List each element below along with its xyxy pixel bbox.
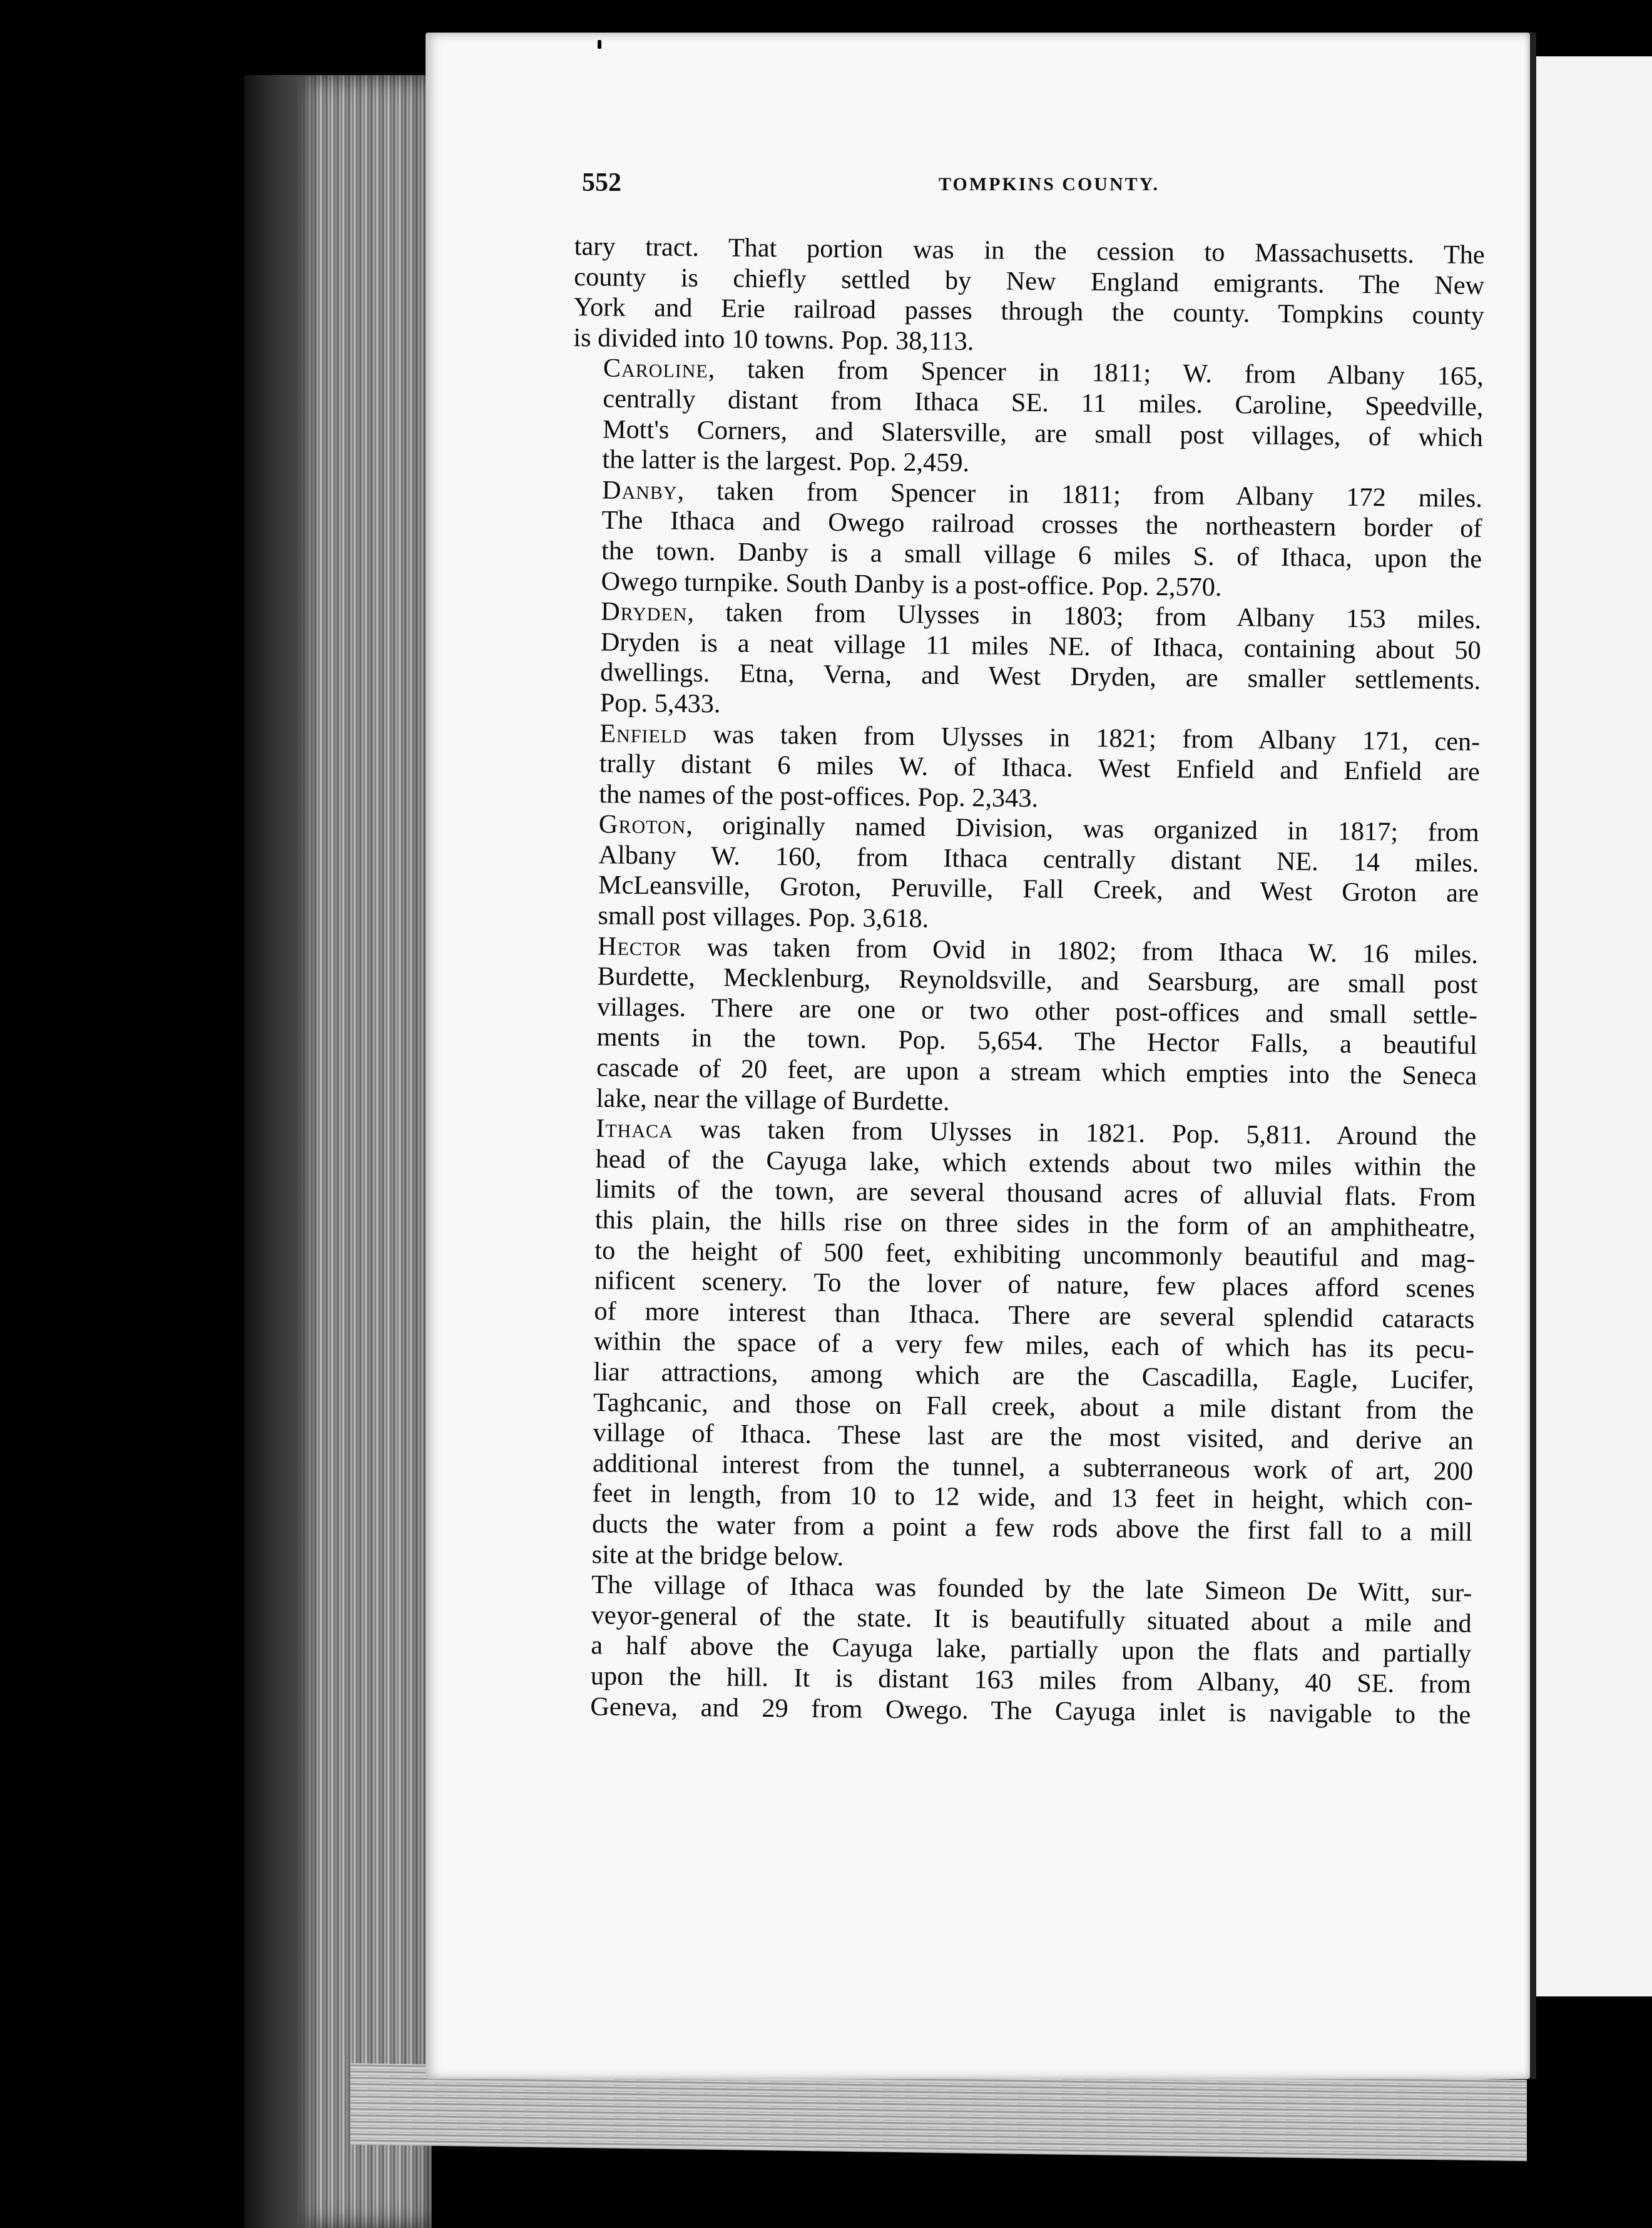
line-text: limits of the town, are several thousand acres of alluvial flats. From: [595, 1174, 1476, 1213]
line-text: Pop. 5,433.: [599, 688, 721, 719]
line-text: Mott's Corners, and Slatersville, are small post villages, of which: [602, 414, 1484, 452]
line-text: feet in length, from 10 to 12 wide, and 13 feet in height, which con-: [592, 1478, 1473, 1517]
line-text: McLeansville, Groton, Peruville, Fall Creek, and West Groton are: [598, 870, 1479, 909]
line-text: The Ithaca and Owego railroad crosses the northeastern border of: [601, 505, 1482, 544]
line-text: York and Erie railroad passes through the county. Tompkins county: [573, 292, 1484, 331]
line-text: , originally named Division, was organized in 1817; from: [686, 810, 1480, 848]
line-text: head of the Cayuga lake, which extends about two miles within the: [595, 1144, 1476, 1182]
paragraph: [572, 353, 1484, 483]
line-text: liar attractions, among which are the Cascadilla, Eagle, Lucifer,: [593, 1357, 1474, 1395]
line-text: to the height of 500 feet, exhibiting uncommonly beautiful and mag-: [594, 1235, 1476, 1274]
town-name: Hector: [597, 931, 682, 962]
line-text: , taken from Spencer in 1811; W. from Albany 165,: [708, 354, 1484, 392]
line-text: Burdette, Mecklenburg, Reynoldsville, and Searsburg, are small post: [597, 961, 1478, 1000]
book-spine-shadow: [244, 75, 319, 2228]
line-text: village of Ithaca. These last are the most visited, and derive an: [593, 1418, 1474, 1456]
line-text: within the space of a very few miles, each of which has its pecu-: [593, 1326, 1475, 1365]
line-text: a half above the Cayuga lake, partially upon the flats and partially: [591, 1630, 1472, 1669]
line-text: The village of Ithaca was founded by the late Simeon De Witt, sur-: [591, 1570, 1472, 1608]
paragraph: [561, 1113, 1476, 1578]
line-text: Albany W. 160, from Ithaca centrally distant NE. 14 miles.: [598, 840, 1479, 878]
line-text: centrally distant from Ithaca SE. 11 miles. Caroline, Speedville,: [603, 384, 1484, 422]
town-name: Caroline: [603, 353, 708, 384]
line-text: Geneva, and 29 from Owego. The Cayuga inlet is navigable to the: [590, 1691, 1471, 1730]
line-text: of more interest than Ithaca. There are several splendid cataracts: [594, 1296, 1475, 1334]
paragraph: [569, 718, 1480, 818]
town-name: Ithaca: [596, 1113, 673, 1144]
line-text: was taken from Ulysses in 1821. Pop. 5,811. Around the: [673, 1114, 1477, 1152]
line-text: site at the bridge below.: [591, 1539, 844, 1571]
scan-speck: [598, 40, 601, 49]
line-text: the names of the post-offices. Pop. 2,343.: [599, 779, 1039, 813]
line-text: the latter is the largest. Pop. 2,459.: [602, 444, 970, 478]
paragraph: [560, 1570, 1472, 1730]
town-name: Danby: [601, 475, 678, 506]
line-text: this plain, the hills rise on three sides in the form of an amphitheatre,: [594, 1205, 1476, 1243]
line-text: small post villages. Pop. 3,618.: [598, 901, 929, 934]
line-text: dwellings. Etna, Verna, and West Dryden, are smaller settlements.: [600, 657, 1481, 696]
line-text: Owego turnpike. South Danby is a post-office. Pop. 2,570.: [601, 566, 1222, 602]
line-text: is divided into 10 towns. Pop. 38,113.: [573, 322, 974, 356]
line-text: Taghcanic, and those on Fall creek, about a mile distant from the: [593, 1387, 1474, 1426]
line-text: ments in the town. Pop. 5,654. The Hector Falls, a beautiful: [596, 1022, 1477, 1061]
line-text: cascade of 20 feet, are upon a stream which empties into the Seneca: [596, 1053, 1477, 1091]
line-text: , taken from Ulysses in 1803; from Albany 153 miles.: [687, 597, 1482, 635]
line-text: trally distant 6 miles W. of Ithaca. West Enfield and Enfield are: [599, 749, 1481, 787]
body-text: [560, 232, 1485, 1730]
line-text: upon the hill. It is distant 163 miles from Albany, 40 SE. from: [590, 1661, 1472, 1699]
paragraph: [568, 809, 1479, 939]
line-text: nificent scenery. To the lover of nature, few places afford scenes: [594, 1265, 1476, 1304]
paragraph: [566, 931, 1478, 1123]
line-text: tary tract. That portion was in the cession to Massachusetts. The: [574, 232, 1485, 270]
line-text: , taken from Spencer in 1811; from Albany 172 miles.: [677, 476, 1483, 513]
paragraph: [573, 232, 1485, 362]
paragraph: [570, 596, 1482, 727]
running-head: TOMPKINS COUNTY.: [939, 174, 1160, 195]
line-text: was taken from Ovid in 1802; from Ithaca W. 16 miles.: [681, 932, 1479, 969]
paragraph: [571, 475, 1482, 605]
line-text: additional interest from the tunnel, a subterraneous work of art, 200: [592, 1448, 1474, 1486]
line-text: lake, near the village of Burdette.: [596, 1083, 950, 1117]
page-header: [582, 168, 1477, 205]
page-number: 552: [582, 168, 621, 197]
line-text: county is chiefly settled by New England emigrants. The New: [574, 262, 1485, 300]
facing-page-edge: [1536, 56, 1652, 1996]
line-text: veyor-general of the state. It is beautifully situated about a mile and: [591, 1600, 1472, 1638]
town-name: Enfield: [599, 718, 688, 749]
line-text: was taken from Ulysses in 1821; from Albany 171, cen-: [686, 719, 1481, 757]
line-text: the town. Danby is a small village 6 miles S. of Ithaca, upon the: [601, 536, 1482, 574]
town-name: Dryden: [600, 596, 688, 627]
page-gutter: [1530, 33, 1536, 2079]
line-text: Dryden is a neat village 11 miles NE. of Ithaca, containing about 50: [600, 627, 1481, 665]
line-text: villages. There are one or two other post-offices and small settle-: [596, 992, 1478, 1030]
line-text: ducts the water from a point a few rods above the first fall to a mill: [591, 1509, 1473, 1547]
town-name: Groton: [598, 809, 686, 841]
